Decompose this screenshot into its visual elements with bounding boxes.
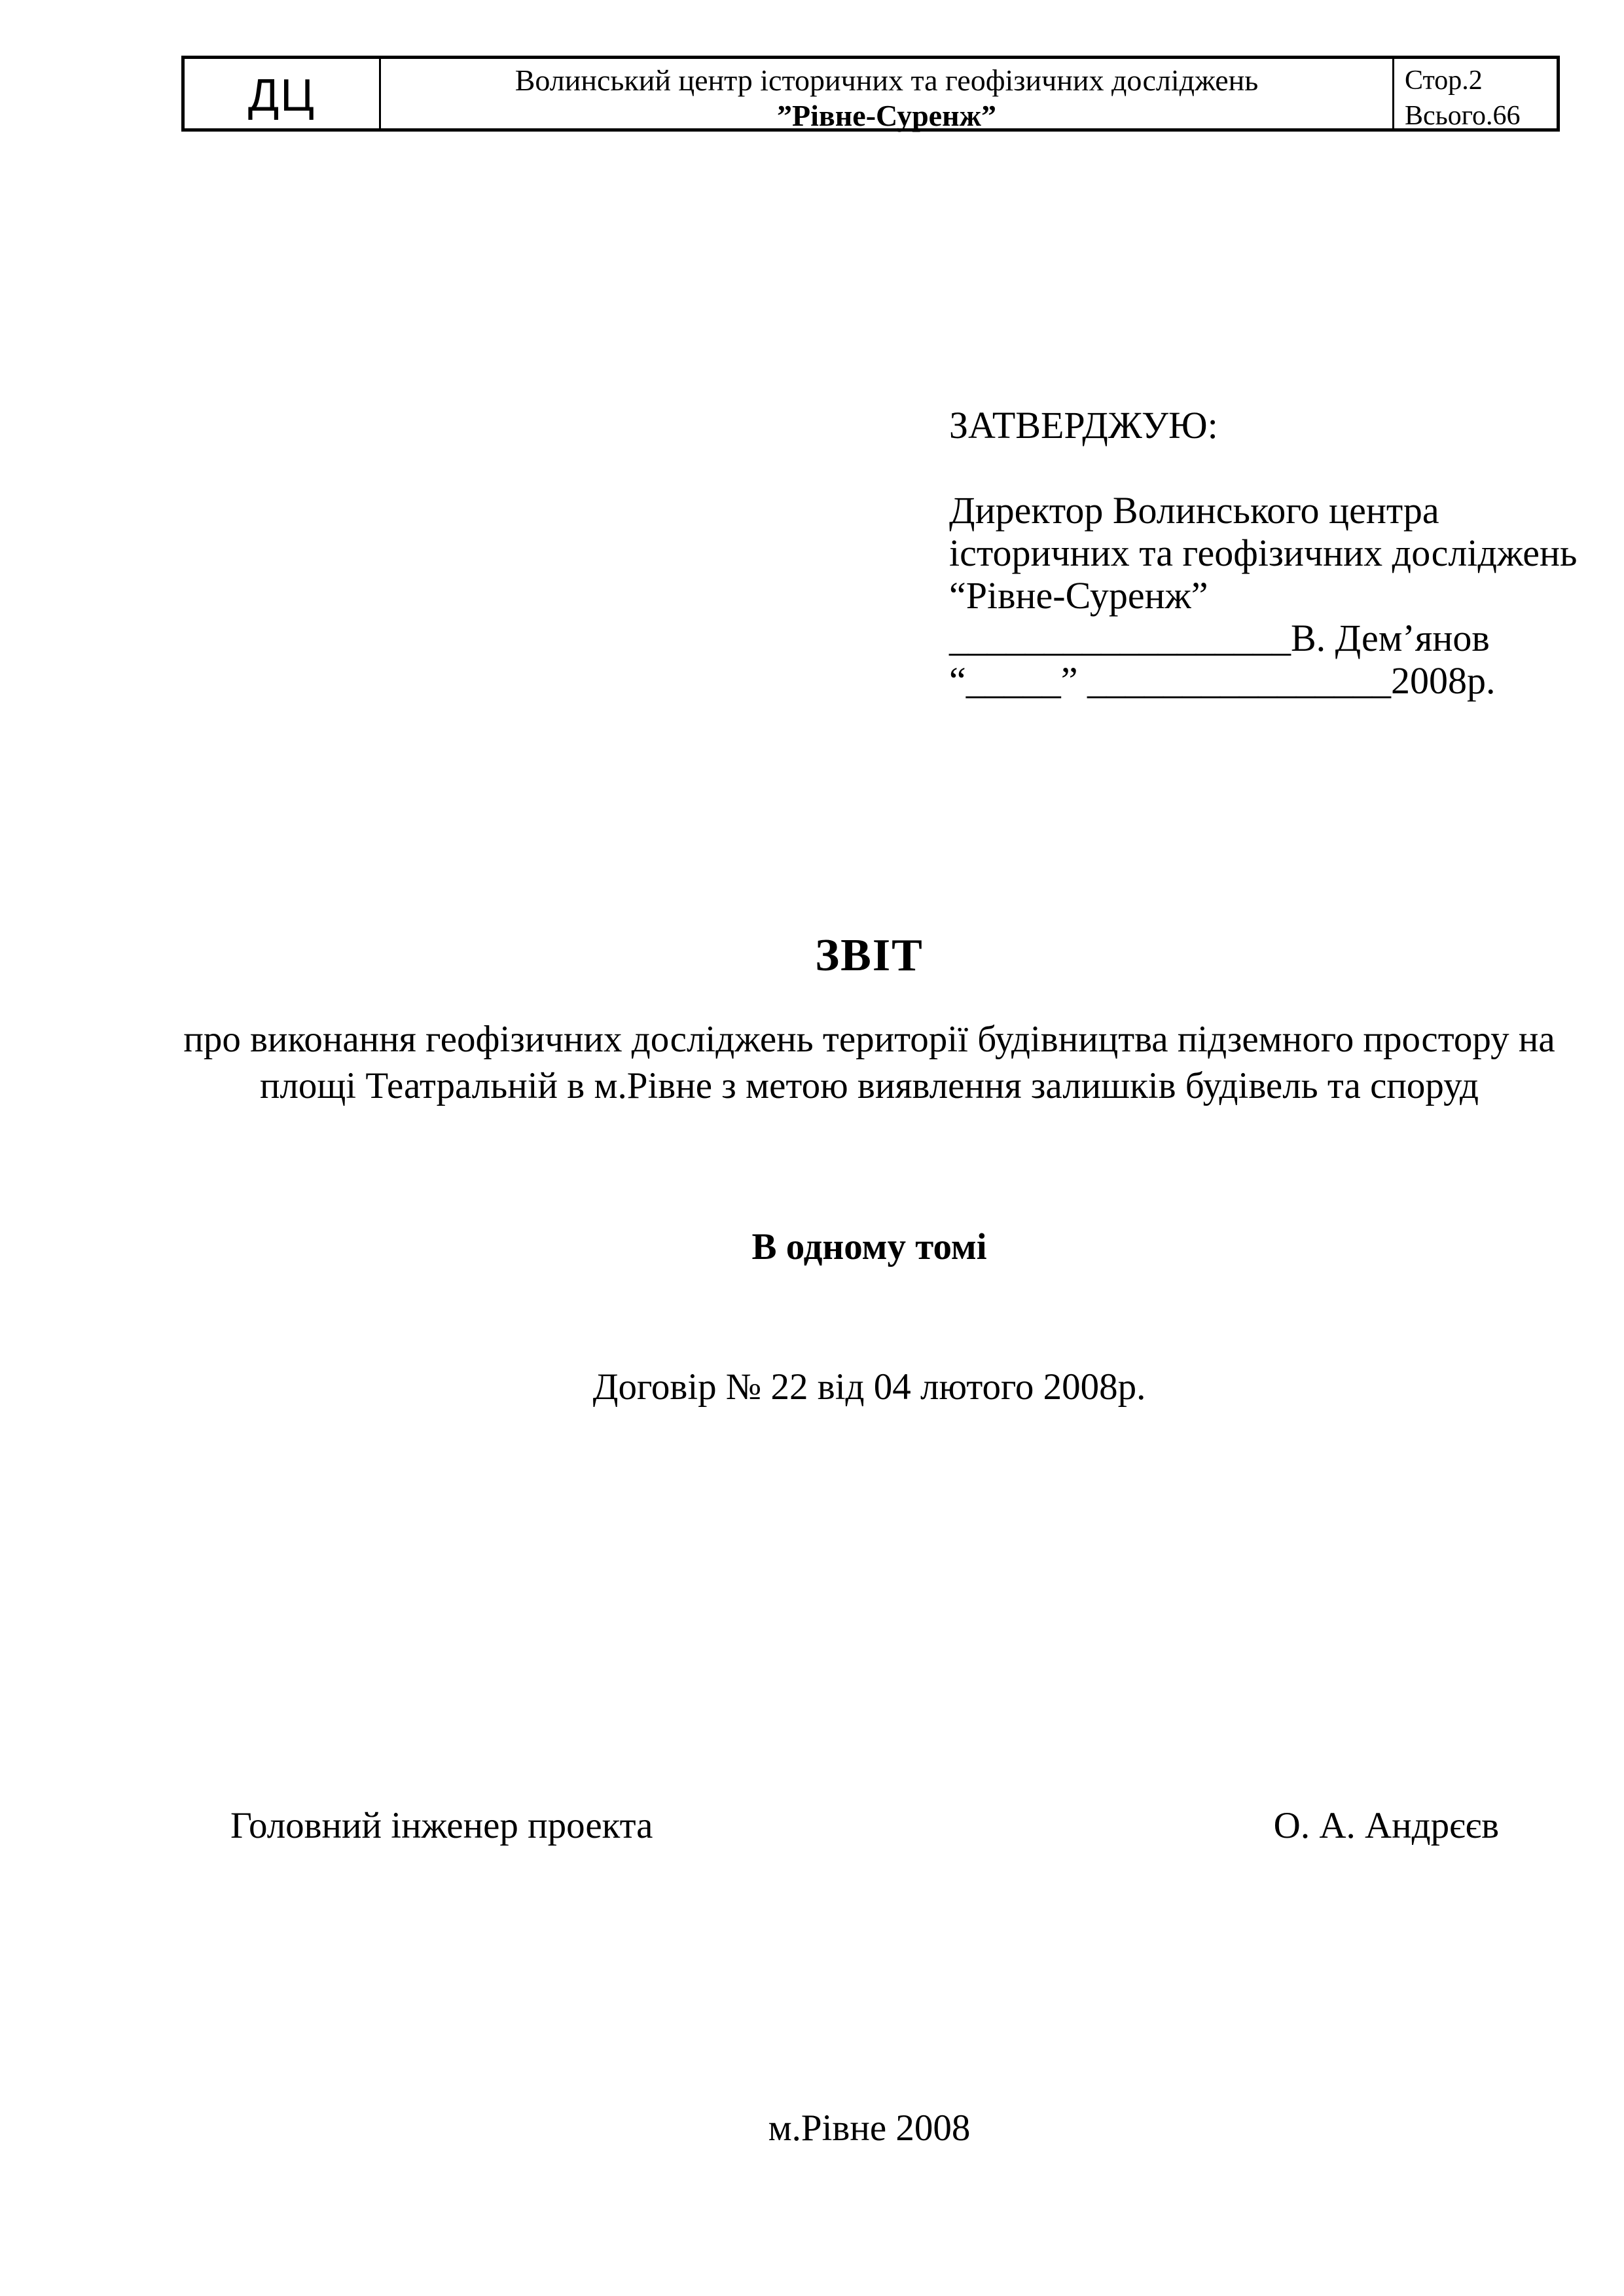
approval-title: ЗАТВЕРДЖУЮ: [949,404,1218,446]
report-title: ЗВІТ [815,930,924,981]
approval-date-line: “_____” ________________2008р. [949,659,1496,702]
org-name-line1: Волинський центр історичних та геофізичних досліджень [514,64,1259,97]
logo-cell [185,59,381,128]
approval-line3: “Рівне-Суренж” [949,574,1208,617]
approval-block [949,404,1578,702]
signoff-row [230,1804,1499,1847]
footer-place-year: м.Рівне 2008 [768,2107,971,2149]
signoff-name: О. А. Андрєєв [1273,1805,1499,1846]
page-number: Стор.2 [1405,65,1483,96]
approval-spacer [949,446,1578,489]
report-subtitle-line1: про виконання геофізичних досліджень території будівництва підземного простору на [183,1019,1555,1060]
approval-signature-line: __________________В. Дем’янов [949,617,1490,659]
report-subtitle [115,1016,1624,1109]
pagination-cell [1394,59,1557,131]
header-table [181,56,1560,132]
org-cell [381,59,1394,132]
report-subtitle-line2: площі Театральній в м.Рівне з метою виявлення залишків будівель та споруд [259,1065,1479,1106]
org-name-line2: ”Рівне-Суренж” [777,99,996,132]
volume-note: В одному томі [751,1226,987,1267]
total-pages: Всього.66 [1405,101,1521,131]
approval-line1: Директор Волинського центра [949,489,1439,532]
logo-text: ДЦ [247,69,316,120]
contract-line: Договір № 22 від 04 лютого 2008р. [592,1366,1146,1408]
signoff-role: Головний інженер проекта [230,1805,653,1846]
approval-line2: історичних та геофізичних досліджень [949,532,1578,574]
